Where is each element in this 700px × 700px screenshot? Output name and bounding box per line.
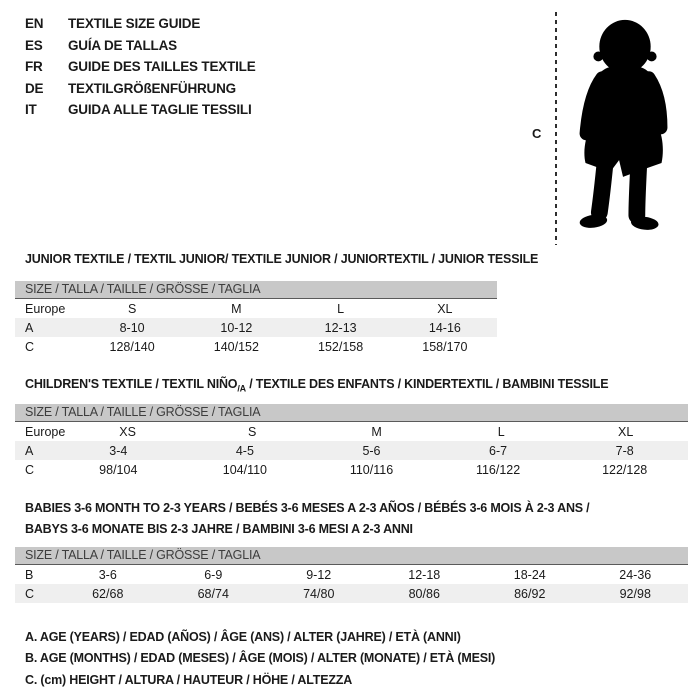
- lang-code: ES: [25, 37, 43, 53]
- row-label: C: [25, 586, 35, 601]
- lang-title: TEXTILE SIZE GUIDE: [68, 16, 201, 32]
- table-row-europe: [15, 422, 688, 441]
- table-row-height: [15, 460, 688, 479]
- size-cell: 12-13: [324, 320, 357, 335]
- row-label: B: [25, 567, 34, 582]
- children-size-table: [15, 404, 688, 479]
- size-cell: 10-12: [220, 320, 253, 335]
- size-cell: 86/92: [514, 586, 546, 601]
- size-cell: 6-7: [489, 443, 508, 458]
- lang-row-es: [25, 35, 256, 57]
- size-cell: 116/122: [475, 462, 521, 477]
- table-row-europe: [15, 299, 497, 318]
- size-header-bar: SIZE / TALLA / TAILLE / GRÖSSE / TAGLIA: [15, 281, 497, 299]
- row-label: C: [25, 462, 35, 477]
- row-label: Europe: [25, 424, 66, 439]
- size-cell: 62/68: [92, 586, 124, 601]
- lang-row-en: [25, 13, 256, 35]
- title-sub: /A: [237, 383, 246, 394]
- height-measure-dashed-line: [555, 12, 557, 245]
- size-cell: XL: [437, 301, 453, 316]
- size-cell: 74/80: [303, 586, 335, 601]
- title-text: JUNIOR TEXTILE / TEXTIL JUNIOR/ TEXTILE JUNIOR / JUNIORTEXTIL / JUNIOR TESSILE: [25, 252, 539, 266]
- junior-table-title: [25, 252, 538, 269]
- size-cell: XS: [119, 424, 136, 439]
- size-cell: 3-4: [109, 443, 128, 458]
- size-cell: 24-36: [619, 567, 652, 582]
- toddler-silhouette: [564, 13, 686, 245]
- size-cell: 122/128: [602, 462, 648, 477]
- size-cell: 68/74: [197, 586, 229, 601]
- size-cell: 104/110: [222, 462, 268, 477]
- table-row-months: [15, 565, 688, 584]
- size-cell: 18-24: [513, 567, 546, 582]
- size-cell: 3-6: [98, 567, 117, 582]
- size-cell: L: [497, 424, 505, 439]
- size-cell: M: [371, 424, 382, 439]
- babies-table-title: [25, 498, 625, 540]
- row-label: A: [25, 320, 34, 335]
- row-label: A: [25, 443, 34, 458]
- title-text: / TEXTILE DES ENFANTS / KINDERTEXTIL / BAMBINI TESSILE: [245, 377, 609, 391]
- size-cell: 158/170: [422, 339, 468, 354]
- lang-title: TEXTILGRÖßENFÜHRUNG: [68, 80, 236, 96]
- language-title-list: [25, 13, 256, 121]
- height-measure-figure: [528, 10, 693, 252]
- size-cell: 128/140: [109, 339, 155, 354]
- size-header-bar: SIZE / TALLA / TAILLE / GRÖSSE / TAGLIA: [15, 404, 688, 422]
- size-cell: S: [247, 424, 257, 439]
- note-a: A. AGE (YEARS) / EDAD (AÑOS) / ÂGE (ANS) / ALTER (JAHRE) / ETÀ (ANNI): [25, 629, 461, 644]
- babies-size-table: [15, 547, 688, 603]
- size-cell: 8-10: [119, 320, 145, 335]
- lang-row-de: [25, 78, 256, 100]
- lang-title: GUIDA ALLE TAGLIE TESSILI: [68, 102, 252, 118]
- size-cell: 140/152: [213, 339, 259, 354]
- note-b: B. AGE (MONTHS) / EDAD (MESES) / ÂGE (MOIS) / ALTER (MONATE) / ETÀ (MESI): [25, 651, 496, 666]
- lang-title: GUÍA DE TALLAS: [68, 37, 177, 53]
- size-cell: 9-12: [306, 567, 332, 582]
- junior-size-table: [15, 281, 497, 356]
- lang-row-fr: [25, 56, 256, 78]
- row-label: C: [25, 339, 35, 354]
- size-cell: 98/104: [99, 462, 138, 477]
- table-row-age: [15, 441, 688, 460]
- lang-code: EN: [25, 16, 44, 32]
- size-cell: 12-18: [408, 567, 441, 582]
- size-cell: 7-8: [615, 443, 634, 458]
- lang-code: FR: [25, 59, 43, 75]
- table-row-age: [15, 318, 497, 337]
- table-row-height: [15, 337, 497, 356]
- size-cell: XL: [618, 424, 634, 439]
- size-cell: L: [337, 301, 345, 316]
- size-cell: 80/86: [408, 586, 440, 601]
- children-table-title: [25, 377, 608, 394]
- size-cell: 14-16: [428, 320, 461, 335]
- size-cell: 92/98: [619, 586, 651, 601]
- size-cell: 6-9: [204, 567, 223, 582]
- lang-title: GUIDE DES TAILLES TEXTILE: [68, 59, 256, 75]
- title-text: CHILDREN'S TEXTILE / TEXTIL NIÑO: [25, 377, 238, 391]
- size-cell: 110/116: [349, 462, 394, 477]
- size-cell: S: [127, 301, 137, 316]
- row-label: Europe: [25, 301, 66, 316]
- legend-notes: [25, 626, 495, 691]
- title-line-2: BABYS 3-6 MONATE BIS 2-3 JAHRE / BAMBINI 3-6 MESI A 2-3 ANNI: [25, 522, 413, 536]
- size-cell: M: [231, 301, 242, 316]
- size-cell: 4-5: [235, 443, 254, 458]
- size-cell: 5-6: [362, 443, 381, 458]
- title-line-1: BABIES 3-6 MONTH TO 2-3 YEARS / BEBÉS 3-6 MESES A 2-3 AÑOS / BÉBÉS 3-6 MOIS À 2-3 ANS /: [25, 501, 590, 515]
- measure-label-c: C: [532, 126, 542, 141]
- lang-code: IT: [25, 102, 37, 118]
- size-cell: 152/158: [318, 339, 364, 354]
- lang-row-it: [25, 99, 256, 121]
- size-header-bar: SIZE / TALLA / TAILLE / GRÖSSE / TAGLIA: [15, 547, 688, 565]
- note-c: C. (cm) HEIGHT / ALTURA / HAUTEUR / HÖHE / ALTEZZA: [25, 672, 353, 687]
- lang-code: DE: [25, 80, 44, 96]
- table-row-height: [15, 584, 688, 603]
